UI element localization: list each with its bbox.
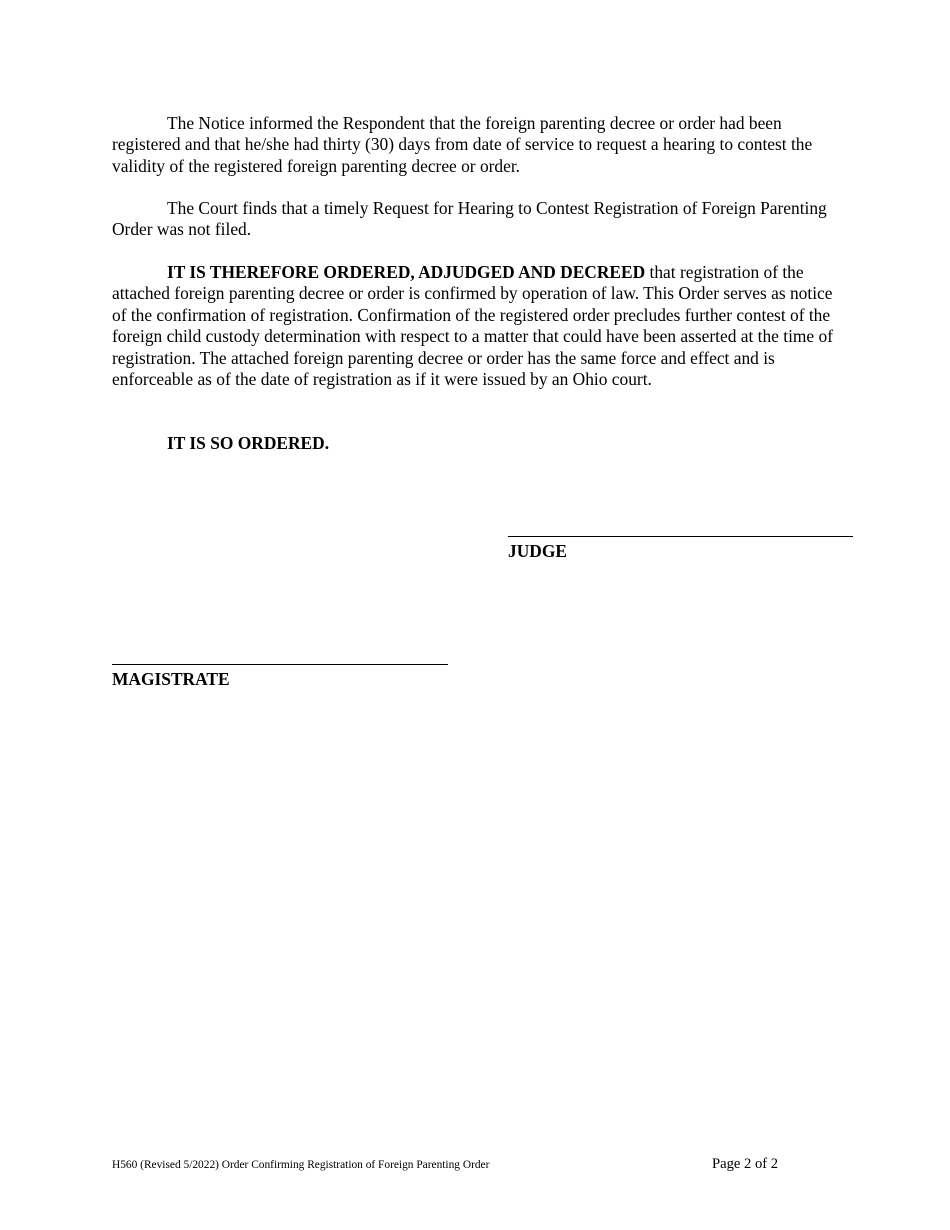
judge-signature-line[interactable] bbox=[508, 536, 853, 537]
notice-paragraph-text: The Notice informed the Respondent that the foreign parenting decree or order had been registered and that he/she had thirty (30) days from date of service to request a hearing to contest the validity of the registered foreign parenting decree or order. bbox=[112, 113, 813, 176]
so-ordered-paragraph bbox=[112, 433, 838, 454]
magistrate-label: MAGISTRATE bbox=[112, 669, 230, 689]
form-identifier: H560 (Revised 5/2022) Order Confirming Registration of Foreign Parenting Order bbox=[112, 1159, 490, 1171]
order-body-text: that registration of the attached foreign parenting decree or order is confirmed by operation of law. This Order serves as notice of the confirmation of registration. Confirmation of the registered order precludes further contest of the foreign child custody determination with respect to a matter that could have been asserted at the time of registration. The attached foreign parenting decree or order has the same force and effect and is enforceable as of the date of registration as if it were issued by an Ohio court. bbox=[112, 262, 833, 390]
order-lead-text: IT IS THEREFORE ORDERED, ADJUDGED AND DECREED bbox=[167, 262, 646, 282]
magistrate-signature-line[interactable] bbox=[112, 664, 448, 665]
so-ordered-text: IT IS SO ORDERED. bbox=[167, 433, 330, 453]
order-paragraph bbox=[112, 262, 838, 390]
finding-paragraph-text: The Court finds that a timely Request for Hearing to Contest Registration of Foreign Parenting Order was not filed. bbox=[112, 198, 827, 240]
finding-paragraph bbox=[112, 198, 838, 241]
page-number: Page 2 of 2 bbox=[712, 1156, 779, 1172]
notice-paragraph bbox=[112, 113, 838, 177]
judge-label: JUDGE bbox=[508, 541, 567, 561]
